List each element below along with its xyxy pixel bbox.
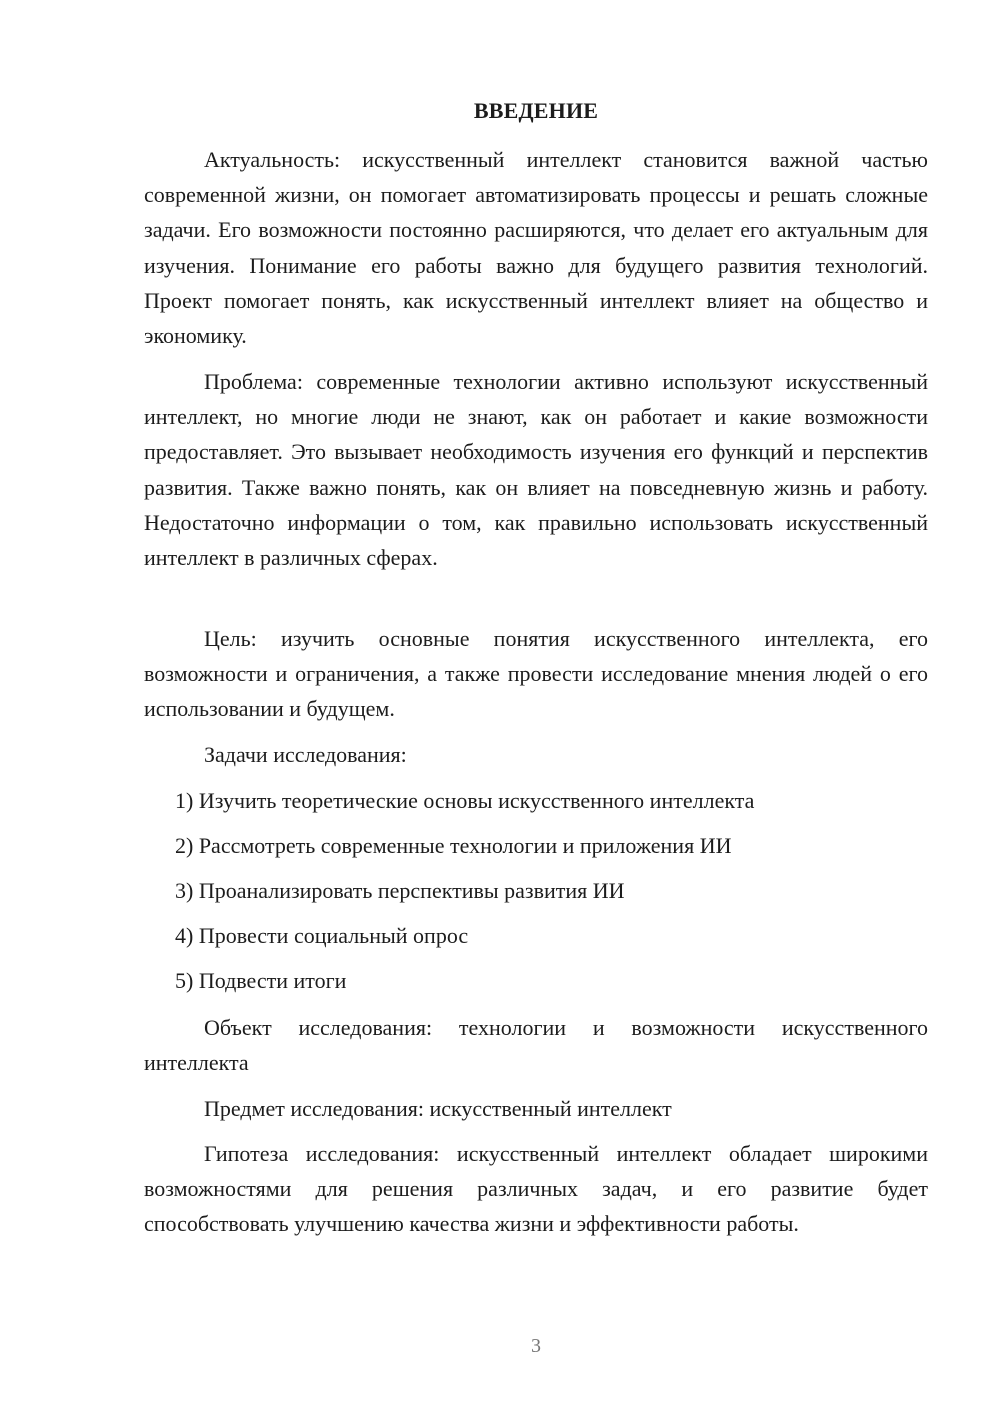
paragraph-hypothesis: Гипотеза исследования: искусственный интеллект обладает широкими возможностями для решения различных задач, и его развитие будет способствовать улучшению качества жизни и эффективности работы. — [144, 1141, 928, 1237]
task-item: 2) Рассмотреть современные технологии и приложения ИИ — [175, 833, 732, 858]
page-title: ВВЕДЕНИЕ — [473, 98, 599, 123]
paragraph-problem: Проблема: современные технологии активно используют искусственный интеллект, но многие люди не знают, как он работает и какие возможности предоставляет. Это вызывает необходимость изучения его функций и перспектив развития. Также важно понять, как он влияет на повседневную жизнь и работу. Недостаточно информации о том, как правильно использовать искусственный интеллект в различных сферах. — [144, 369, 928, 571]
tasks-heading: Задачи исследования: — [204, 742, 407, 767]
paragraph-subject: Предмет исследования: искусственный интеллект — [204, 1096, 672, 1121]
task-item: 5) Подвести итоги — [175, 968, 347, 993]
paragraph-object: Объект исследования: технологии и возможности искусственного интеллекта — [144, 1015, 928, 1076]
task-item: 1) Изучить теоретические основы искусственного интеллекта — [175, 788, 755, 813]
page-number: 3 — [531, 1335, 541, 1357]
paragraph-relevance: Актуальность: искусственный интеллект становится важной частью современной жизни, он помогает автоматизировать процессы и решать сложные задачи. Его возможности постоянно расширяются, что делает его актуальным для изучения. Понимание его работы важно для будущего развития технологий. Проект помогает понять, как искусственный интеллект влияет на общество и экономику. — [144, 147, 928, 349]
task-item: 3) Проанализировать перспективы развития ИИ — [175, 878, 625, 903]
task-item: 4) Провести социальный опрос — [175, 923, 469, 948]
paragraph-goal: Цель: изучить основные понятия искусственного интеллекта, его возможности и ограничения, а также провести исследование мнения людей о его использовании и будущем. — [144, 626, 928, 722]
